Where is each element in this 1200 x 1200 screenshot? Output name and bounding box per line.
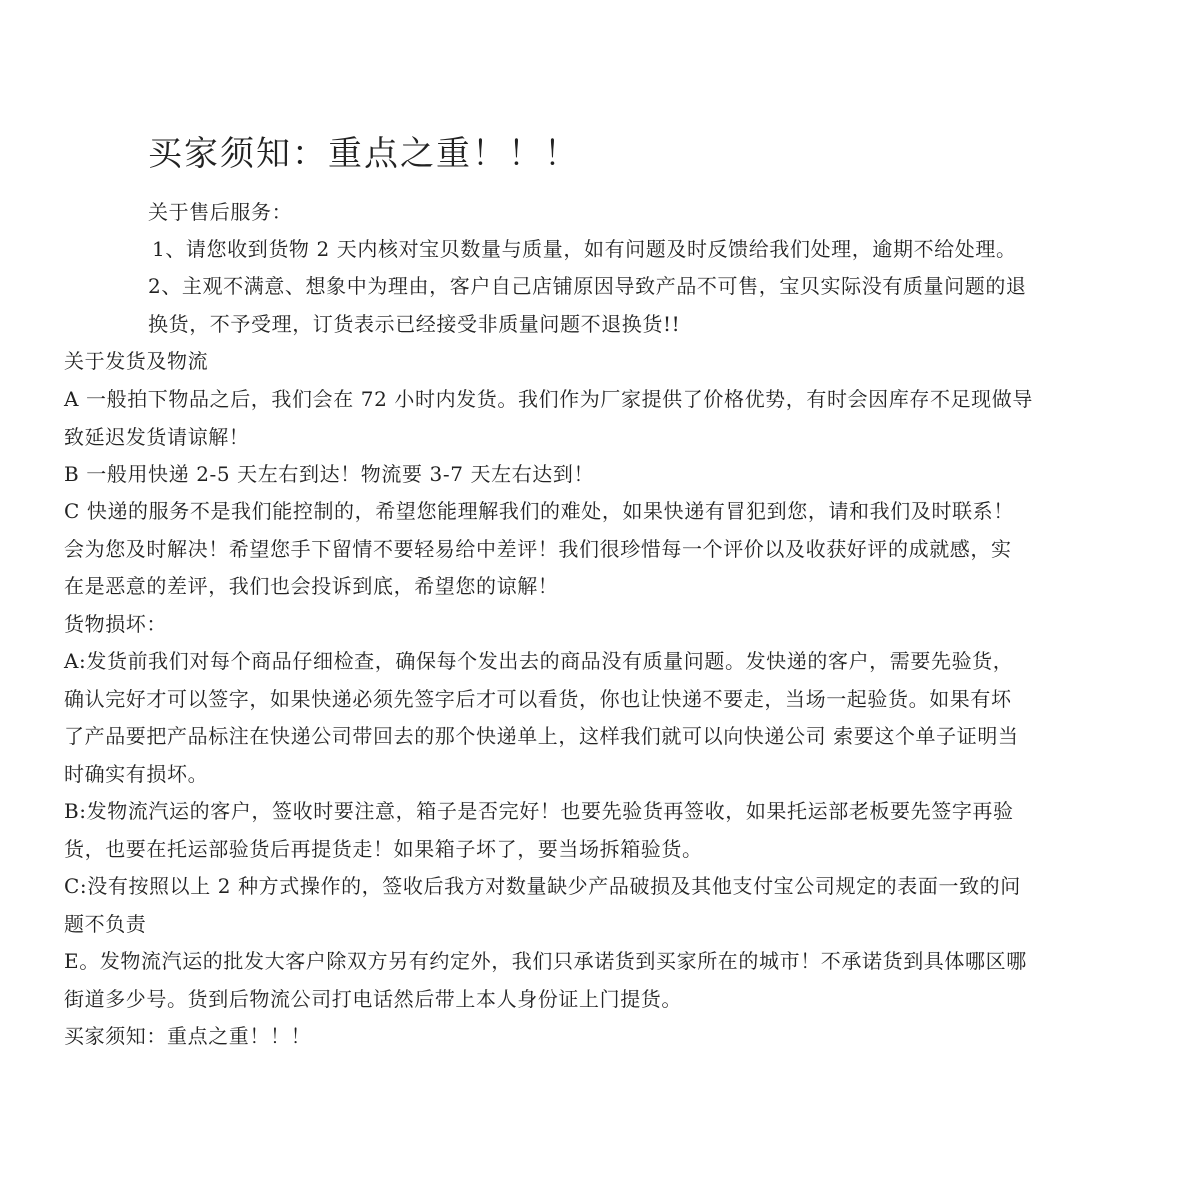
after-sales-item-2-line-2: 换货，不予受理，订货表示已经接受非质量问题不退换货!! — [148, 312, 681, 336]
shipping-a-line-1: A 一般拍下物品之后，我们会在 72 小时内发货。我们作为厂家提供了价格优势，有时会因库存不足现做导 — [64, 387, 1033, 411]
damage-e-line-1: E。发物流汽运的批发大客户除双方另有约定外，我们只承诺货到买家所在的城市！不承诺货到具体哪区哪 — [64, 949, 1027, 973]
after-sales-heading: 关于售后服务： — [148, 200, 293, 224]
footer-notice: 买家须知：重点之重！！！ — [64, 1024, 312, 1048]
damage-b-line-1: B:发物流汽运的客户，签收时要注意，箱子是否完好！也要先验货再签收，如果托运部老板要先签字再验 — [64, 799, 1014, 823]
damage-a-line-3: 了产品要把产品标注在快递公司带回去的那个快递单上，这样我们就可以向快递公司 索要这个单子证明当 — [64, 724, 1019, 748]
shipping-heading: 关于发货及物流 — [64, 349, 209, 373]
damage-heading: 货物损坏： — [64, 612, 167, 636]
shipping-c-line-3: 在是恶意的差评，我们也会投诉到底，希望您的谅解！ — [64, 574, 559, 598]
damage-b-line-2: 货，也要在托运部验货后再提货走！如果箱子坏了，要当场拆箱验货。 — [64, 837, 703, 861]
after-sales-item-2-line-1: 2、主观不满意、想象中为理由，客户自己店铺原因导致产品不可售，宝贝实际没有质量问题的退 — [148, 274, 1027, 298]
damage-c-line-2: 题不负责 — [64, 912, 147, 936]
page-title: 买家须知：重点之重！！！ — [148, 134, 580, 174]
shipping-b-line-1: B 一般用快递 2-5 天左右到达！物流要 3-7 天左右达到！ — [64, 462, 595, 486]
after-sales-item-1: 1、请您收到货物 2 天内核对宝贝数量与质量，如有问题及时反馈给我们处理，逾期不给处理。 — [152, 237, 1017, 261]
shipping-a-line-2: 致延迟发货请谅解！ — [64, 425, 250, 449]
damage-c-line-1: C:没有按照以上 2 种方式操作的，签收后我方对数量缺少产品破损及其他支付宝公司规定的表面一致的问 — [64, 874, 1021, 898]
damage-a-line-2: 确认完好才可以签字，如果快递必须先签字后才可以看货，你也让快递不要走，当场一起验货。如果有坏 — [64, 687, 1012, 711]
damage-a-line-1: A:发货前我们对每个商品仔细检查，确保每个发出去的商品没有质量问题。发快递的客户，需要先验货， — [64, 649, 1014, 673]
shipping-c-line-1: C 快递的服务不是我们能控制的，希望您能理解我们的难处，如果快递有冒犯到您，请和我们及时联系！ — [64, 499, 1014, 523]
damage-e-line-2: 街道多少号。货到后物流公司打电话然后带上本人身份证上门提货。 — [64, 987, 682, 1011]
shipping-c-line-2: 会为您及时解决！希望您手下留情不要轻易给中差评！我们很珍惜每一个评价以及收获好评的成就感，实 — [64, 537, 1012, 561]
damage-a-line-4: 时确实有损坏。 — [64, 762, 209, 786]
